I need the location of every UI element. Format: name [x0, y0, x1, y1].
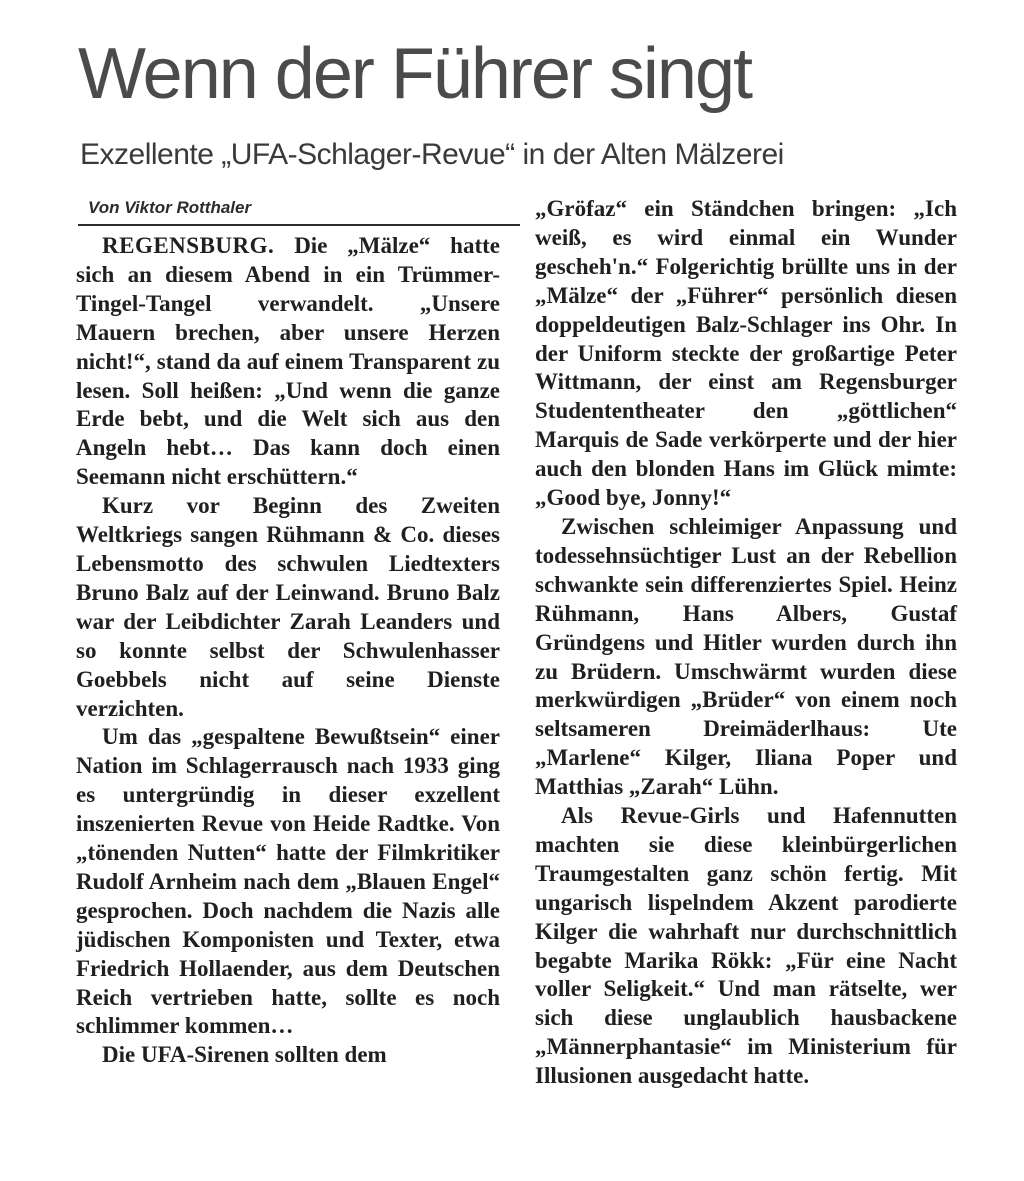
article-column-right: [535, 195, 957, 1091]
paragraph-6: Zwischen schleimiger Anpassung und todessehnsüchtiger Lust an der Rebellion schwankte sein differenziertes Spiel. Heinz Rühmann, Hans Albers, Gustaf Gründgens und Hitler wurden durch ihn zu Brüdern. Umschwärmt wurden diese merkwürdigen „Brüder“ von einem noch seltsameren Dreimäderlhaus: Ute „Marlene“ Kilger, Iliana Poper und Matthias „Zarah“ Lühn.: [535, 513, 957, 800]
paragraph-1: [76, 232, 500, 492]
article-column-left: [76, 232, 500, 1070]
paragraph-2: Kurz vor Beginn des Zweiten Weltkriegs sangen Rühmann & Co. dieses Lebensmotto des schwulen Liedtexters Bruno Balz auf der Leinwand. Bruno Balz war der Leibdichter Zarah Leanders und so konnte selbst der Schwulenhasser Goebbels nicht auf seine Dienste verzichten.: [76, 493, 500, 721]
paragraph-7: Als Revue-Girls und Hafennutten machten sie diese kleinbürgerlichen Traumgestalten ganz schön fertig. Mit ungarisch lispelndem Akzent parodierte Kilger die wahrhaft nur durchschnittlich begabte Marika Rökk: „Für eine Nacht voller Seligkeit.“ Und man rätselte, wer sich diese unglaublich hausbackene „Männerphantasie“ im Ministerium für Illusionen ausgedacht hatte.: [535, 803, 957, 1089]
paragraph-3: Um das „gespaltene Bewußtsein“ einer Nation im Schlagerrausch nach 1933 ging es untergründig in dieser exzellent inszenierten Revue von Heide Radtke. Von „tönenden Nutten“ hatte der Filmkritiker Rudolf Arnheim nach dem „Blauen Engel“ gesprochen. Doch nachdem die Nazis alle jüdischen Komponisten und Texter, etwa Friedrich Hollaender, aus dem Deutschen Reich vertrieben hatte, sollte es noch schlimmer kommen…: [76, 724, 500, 1039]
headline: Wenn der Führer singt: [78, 34, 752, 114]
paragraph-5: „Gröfaz“ ein Ständchen bringen: „Ich weiß, es wird einmal ein Wunder gescheh'n.“ Folgerichtig brüllte uns in der „Mälze“ der „Führer“ persönlich diesen doppeldeutigen Balz-Schlager ins Ohr. In der Uniform steckte der großartige Peter Wittmann, der einst am Regensburger Studententheater den „göttlichen“ Marquis de Sade verkörperte und der hier auch den blonden Hans im Glück mimte: „Good bye, Jonny!“: [535, 196, 957, 511]
dateline: REGENSBURG.: [102, 233, 275, 258]
subheadline: Exzellente „UFA-Schlager-Revue“ in der Alten Mälzerei: [80, 138, 784, 171]
byline-rule: [78, 224, 520, 226]
paragraph-1-text: Die „Mälze“ hatte sich an diesem Abend in ein Trümmer-Tingel-Tangel verwandelt. „Unsere Mauern brechen, aber unsere Herzen nicht!“, stand da auf einem Transparent zu lesen. Soll heißen: „Und wenn die ganze Erde bebt, und die Welt sich aus den Angeln hebt… Das kann doch einen Seemann nicht erschüttern.“: [76, 233, 501, 490]
byline: Von Viktor Rotthaler: [88, 198, 252, 217]
paragraph-4: Die UFA-Sirenen sollten dem: [102, 1042, 387, 1068]
